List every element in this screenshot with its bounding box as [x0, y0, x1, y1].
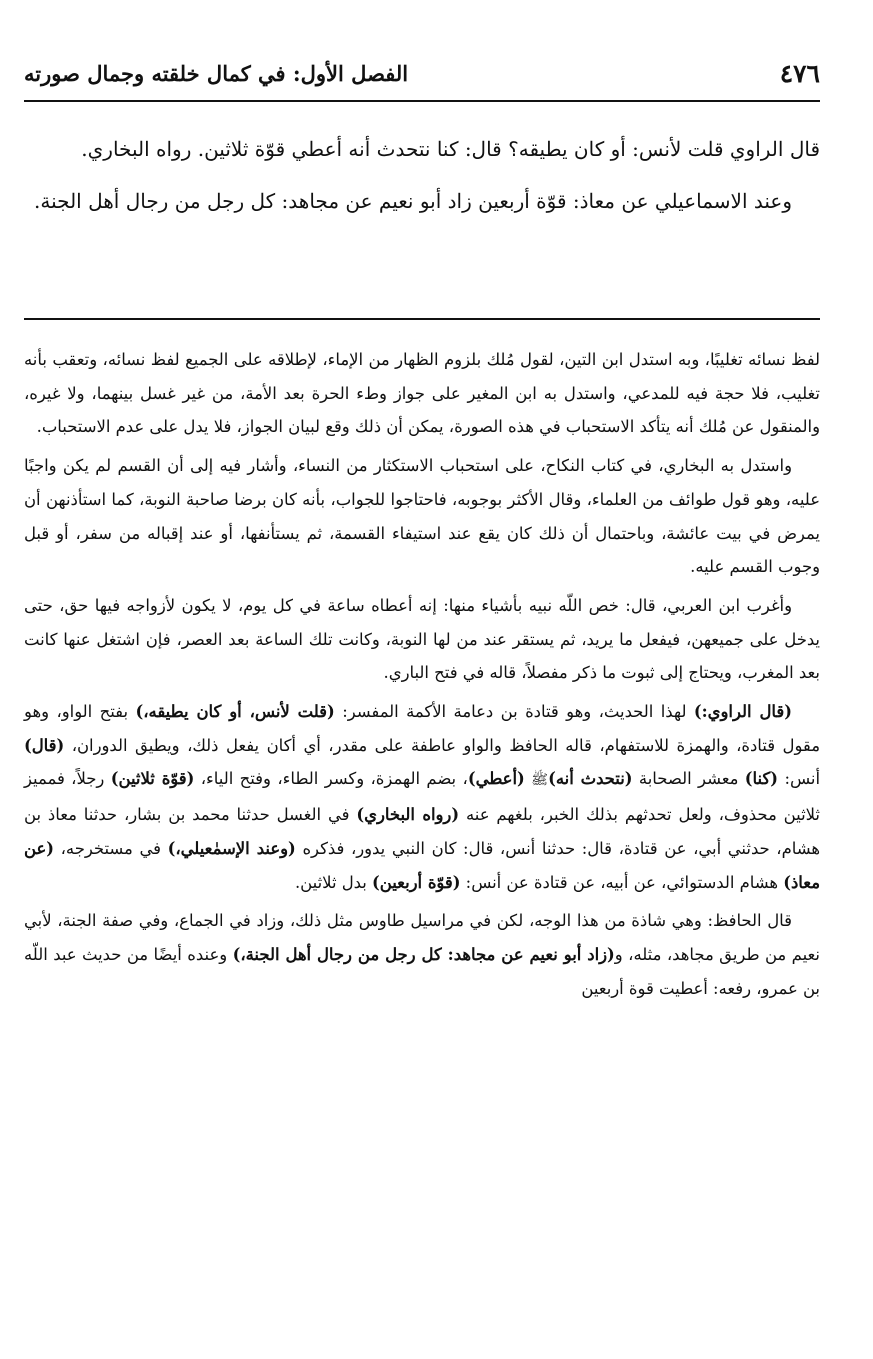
commentary-paragraph	[24, 695, 820, 899]
quoted-phrase: (قوّة أربعين)	[372, 872, 461, 892]
quoted-phrase: (أعطي)	[467, 769, 525, 789]
hadith-paragraph: وعند الاسماعيلي عن معاذ: قوّة أربعين زاد أبو نعيم عن مجاهد: كل رجل من رجال أهل الجنة.	[34, 189, 792, 213]
text-run: لهذا الحديث، وهو قتادة بن دعامة الأكمة المفسر:	[334, 702, 694, 722]
quoted-phrase: (نتحدث أنه)	[548, 769, 633, 789]
page-header	[24, 56, 820, 102]
quoted-phrase: (قلت لأنس، أو كان يطيقه،)	[135, 702, 335, 722]
hadith-paragraph: قال الراوي قلت لأنس: أو كان يطيقه؟ قال: كنا نتحدث أنه أعطي قوّة ثلاثين. رواه البخاري.	[81, 137, 820, 161]
quoted-phrase: (قال)	[24, 735, 65, 755]
quoted-phrase: (قوّة ثلاثين)	[110, 769, 195, 789]
text-run: قال الحافظ: وهي شاذة من هذا الوجه، لكن في مراسيل طاوس مثل ذلك، وزاد في الجماع، وفي صفة الجنة، لأبي نعيم من طريق مجاهد، مثله، و	[24, 911, 820, 964]
quoted-phrase: (وعند الإسمٰعيلي،)	[167, 838, 296, 858]
text-run: بدل ثلاثين.	[294, 872, 372, 892]
chapter-title: الفصل الأول: في كمال خلقته وجمال صورته	[24, 61, 409, 86]
quoted-phrase: (عن معاذ)	[24, 838, 820, 892]
salawat-symbol: ﷺ	[531, 772, 549, 789]
quoted-phrase: (زاد أبو نعيم عن مجاهد: كل رجل من رجال أهل الجنة،)	[232, 944, 615, 964]
commentary-text	[24, 343, 820, 1010]
quoted-phrase: (رواه البخاري)	[356, 805, 460, 825]
hadith-text	[24, 130, 820, 234]
book-page	[24, 56, 820, 1346]
commentary-paragraph	[24, 904, 820, 1005]
quoted-phrase: (كنا)	[744, 769, 779, 789]
page-number: ٤٧٦	[779, 59, 820, 88]
text-run: في مستخرجه،	[54, 838, 168, 858]
text-run: هشام الدستوائي، عن أبيه، عن قتادة عن أنس:	[460, 872, 784, 892]
commentary-paragraph: واستدل به البخاري، في كتاب النكاح، على استحباب الاستكثار من النساء، وأشار فيه إلى أن القسم لم يكن واجبًا عليه، وهو قول طوائف من العلماء، وقال الأكثر بوجوبه، فاحتاجوا للجواب، بأنه كان برضا صاحبة النوبة، كما استأذنهن أن يمرض في بيت عائشة، وباحتمال أن ذلك كان يقع عند استيفاء القسمة، ثم يستأنفها، أو عند إقباله من سفر، أو قبل وجوب القسم عليه.	[24, 456, 820, 577]
quoted-phrase: (قال الراوي:)	[693, 702, 792, 722]
commentary-paragraph: وأغرب ابن العربي، قال: خص اللّه نبيه بأشياء منها: إنه أعطاه ساعة في كل يوم، لا يكون لأزواجه فيها حق، حتى يدخل على جميعهن، فيفعل ما يريد، ثم يستقر عند من لها النوبة، وكانت تلك الساعة بعد العصر، فإن اشتغل عنها كانت بعد المغرب، ويحتاج إلى ثبوت ما ذكر مفصلاً، قاله في فتح الباري.	[24, 595, 820, 683]
text-run: في الغسل حدثنا محمد بن بشار، حدثنا معاذ بن هشام، حدثني أبي، عن قتادة، قال: حدثنا أنس، قال: كان النبي يدور، فذكره	[24, 805, 821, 858]
text-run: وعنده أيضًا من حديث عبد اللّه بن عمرو، رفعه: أعطيت قوة أربعين	[24, 944, 820, 998]
text-run: أنس:	[778, 769, 821, 789]
text-run: معشر الصحابة	[632, 769, 745, 789]
commentary-paragraph: لفظ نسائه تغليبًا، وبه استدل ابن التين، لقول مُلك بلزوم الظهار من الإماء، لإطلاقه على الجميع لفظ نسائه، وتعقب بأنه تغليب، فلا حجة فيه للمدعي، واستدل به ابن المغير على جواز وطء الحرة بعد الأمة، من غير غسل بينهما، ولا غيره، والمنقول عن مُلك أنه يتأكد الاستحباب في هذه الصورة، يمكن أن ذلك وقع لبيان الجواز، فلا يدل على عدم الاستحباب.	[24, 350, 820, 437]
text-run: ، بضم الهمزة، وكسر الطاء، وفتح الياء،	[194, 769, 468, 789]
separator-line	[24, 318, 820, 320]
text-run: بفتح الواو، وهو مقول قتادة، والهمزة للاستفهام، قاله الحافظ والواو عاطفة على مقدر، أي أكان يفعل ذلك، ويطيق الدوران،	[24, 702, 820, 755]
text-run: رجلاً، فمميز ثلاثين محذوف، ولعل تحدثهم بذلك الخبر، بلغهم عنه	[24, 769, 820, 825]
